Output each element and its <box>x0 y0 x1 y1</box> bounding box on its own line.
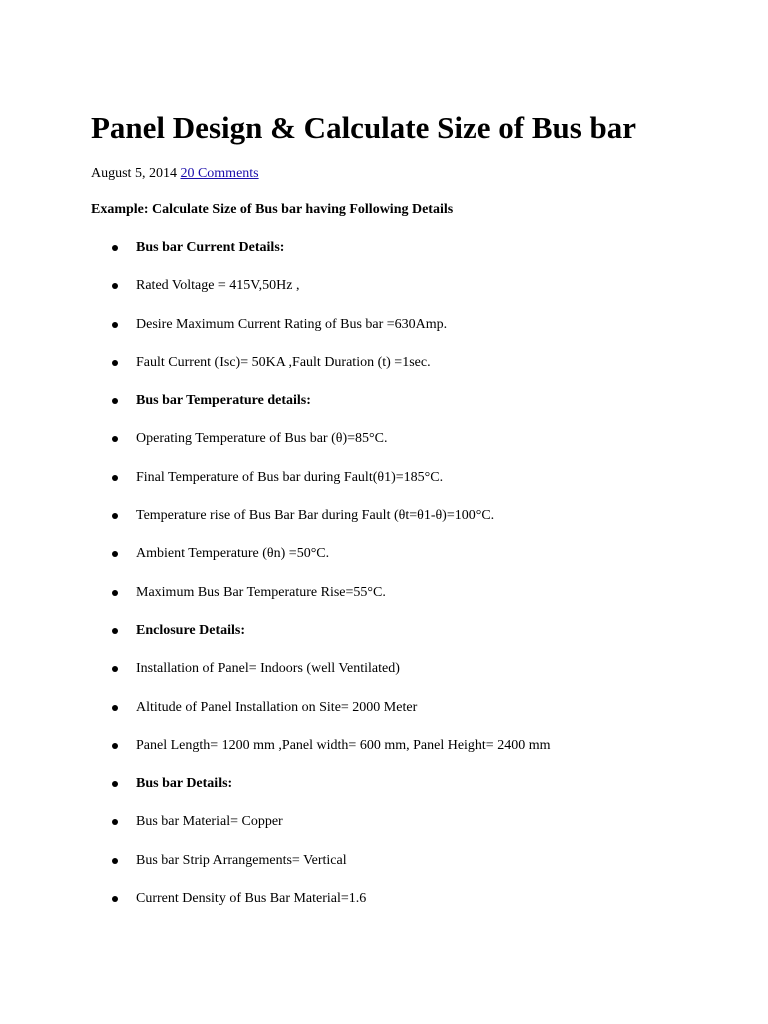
list-item <box>91 315 550 353</box>
list-item <box>91 736 550 774</box>
bullet-icon <box>112 398 118 404</box>
bullet-icon <box>112 360 118 366</box>
list-item <box>91 506 550 544</box>
list-item-text: Ambient Temperature (θn) =50°C. <box>136 546 330 562</box>
list-item <box>91 468 550 506</box>
list-item-text: Bus bar Material= Copper <box>136 814 283 830</box>
article-meta <box>91 164 259 184</box>
list-item-text: Altitude of Panel Installation on Site= 2000 Meter <box>136 699 418 715</box>
bullet-icon <box>112 781 118 787</box>
bullet-icon <box>112 819 118 825</box>
example-intro: Example: Calculate Size of Bus bar having Following Details <box>91 202 454 217</box>
bullet-icon <box>112 475 118 481</box>
list-item-text: Panel Length= 1200 mm ,Panel width= 600 mm, Panel Height= 2400 mm <box>136 737 551 753</box>
list-item <box>91 583 550 621</box>
list-item-text: Desire Maximum Current Rating of Bus bar =630Amp. <box>136 316 448 332</box>
list-item-text: Temperature rise of Bus Bar Bar during Fault (θt=θ1-θ)=100°C. <box>136 508 495 524</box>
list-item <box>91 851 550 889</box>
section-heading-item <box>91 238 550 276</box>
bullet-icon <box>112 551 118 557</box>
post-date: August 5, 2014 <box>91 166 177 181</box>
list-item <box>91 812 550 850</box>
bullet-icon <box>112 896 118 902</box>
list-item-text: Installation of Panel= Indoors (well Ventilated) <box>136 661 400 677</box>
section-heading-text: Bus bar Details: <box>136 776 233 792</box>
list-item <box>91 889 550 927</box>
list-item <box>91 698 550 736</box>
bullet-icon <box>112 858 118 864</box>
bullet-icon <box>112 513 118 519</box>
list-item-text: Bus bar Strip Arrangements= Vertical <box>136 852 347 868</box>
list-item-text: Maximum Bus Bar Temperature Rise=55°C. <box>136 584 386 600</box>
list-item <box>91 353 550 391</box>
section-heading-item <box>91 774 550 812</box>
bullet-icon <box>112 245 118 251</box>
comments-link[interactable]: 20 Comments <box>180 166 259 181</box>
bullet-icon <box>112 743 118 749</box>
section-heading-text: Enclosure Details: <box>136 622 246 638</box>
list-item-text: Rated Voltage = 415V,50Hz , <box>136 278 300 294</box>
list-item <box>91 276 550 314</box>
section-heading-text: Bus bar Current Details: <box>136 240 285 255</box>
bullet-icon <box>112 628 118 634</box>
list-item <box>91 429 550 467</box>
article-title: Panel Design & Calculate Size of Bus bar <box>91 110 637 145</box>
bullet-icon <box>112 666 118 672</box>
list-item <box>91 659 550 697</box>
list-item-text: Operating Temperature of Bus bar (θ)=85°C. <box>136 431 388 447</box>
section-heading-text: Bus bar Temperature details: <box>136 393 311 409</box>
bullet-icon <box>112 705 118 711</box>
list-item-text: Current Density of Bus Bar Material=1.6 <box>136 891 367 907</box>
list-item-text: Fault Current (Isc)= 50KA ,Fault Duration (t) =1sec. <box>136 354 431 370</box>
bullet-icon <box>112 283 118 289</box>
bullet-icon <box>112 322 118 328</box>
list-item-text: Final Temperature of Bus bar during Fault(θ1)=185°C. <box>136 469 444 485</box>
bullet-icon <box>112 436 118 442</box>
list-item <box>91 544 550 582</box>
section-heading-item <box>91 391 550 429</box>
details-list <box>91 238 550 927</box>
section-heading-item <box>91 621 550 659</box>
bullet-icon <box>112 590 118 596</box>
